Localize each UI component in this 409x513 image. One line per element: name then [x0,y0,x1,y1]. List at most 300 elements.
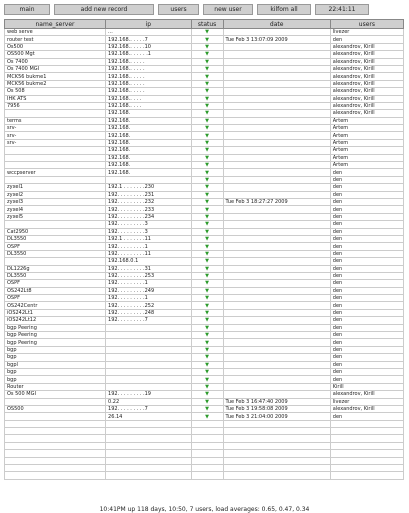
server-name-cell[interactable]: Os 500 MGI [5,391,106,398]
status-icon [191,435,223,442]
server-name-cell[interactable]: DL1226g [5,265,106,272]
users-cell: den [330,250,403,257]
date-cell [223,228,330,235]
users-cell: den [330,184,403,191]
status-icon: ▼ [191,221,223,228]
server-name-cell[interactable]: bgp [5,368,106,375]
server-name-cell[interactable]: web serve [5,29,106,36]
users-cell: alexandrov, Kirill [330,405,403,412]
ip-cell: 192. . . . . . . . .1 [106,243,192,250]
table-row[interactable] [5,272,404,279]
users-cell: den [330,354,403,361]
table-row[interactable] [5,58,404,65]
ip-cell: 192. . . . . . . . .248 [106,309,192,316]
table-row[interactable] [5,324,404,331]
status-icon: ▼ [191,398,223,405]
table-row[interactable] [5,472,404,479]
users-cell: den [330,235,403,242]
status-icon: ▼ [191,265,223,272]
status-icon: ▼ [191,295,223,302]
table-row[interactable] [5,221,404,228]
ip-cell: 192. . . . . . . . .7 [106,405,192,412]
server-name-cell[interactable]: iOS242Lt1 [5,309,106,316]
status-icon: ▼ [191,391,223,398]
server-name-cell[interactable]: srv- [5,125,106,132]
table-row[interactable] [5,102,404,109]
server-name-cell[interactable] [5,413,106,420]
users-cell: den [330,206,403,213]
users-cell: den [330,258,403,265]
date-cell [223,206,330,213]
status-icon: ▼ [191,405,223,412]
ip-cell [106,428,192,435]
server-name-cell[interactable] [5,258,106,265]
table-row[interactable] [5,176,404,183]
table-row[interactable] [5,132,404,139]
date-cell [223,450,330,457]
status-icon: ▼ [191,198,223,205]
ip-cell [106,383,192,390]
server-name-cell[interactable]: OS242Lt8 [5,287,106,294]
date-cell [223,383,330,390]
status-icon: ▼ [191,65,223,72]
table-row[interactable] [5,95,404,102]
ip-cell: 192.168.. . . . . .1 [106,51,192,58]
status-icon: ▼ [191,184,223,191]
users-cell [330,435,403,442]
status-icon: ▼ [191,58,223,65]
date-cell [223,88,330,95]
server-name-cell[interactable]: Os 7400 MGI [5,65,106,72]
status-icon: ▼ [191,147,223,154]
ip-cell: 192.168.. . . . . [106,88,192,95]
table-row[interactable] [5,265,404,272]
date-cell [223,95,330,102]
date-cell [223,176,330,183]
ip-cell: 192.168.. . . . .7 [106,36,192,43]
status-icon [191,450,223,457]
table-row[interactable] [5,280,404,287]
col-ip[interactable]: ip [106,20,192,29]
ip-cell [106,420,192,427]
server-name-cell[interactable]: Cat2950 [5,228,106,235]
ip-cell: ... [106,29,192,36]
server-name-cell[interactable]: OSPF [5,280,106,287]
status-icon: ▼ [191,332,223,339]
users-cell: den [330,221,403,228]
table-row[interactable] [5,117,404,124]
server-name-cell[interactable]: Os 508 [5,88,106,95]
server-name-cell[interactable]: MCK56 bukme1 [5,73,106,80]
users-cell: den [330,302,403,309]
table-row[interactable] [5,198,404,205]
table-row[interactable] [5,361,404,368]
ip-cell [106,368,192,375]
status-icon: ▼ [191,162,223,169]
ip-cell: 192.168. [106,169,192,176]
server-name-cell[interactable]: bgp [5,346,106,353]
table-row[interactable] [5,442,404,449]
ip-cell [106,346,192,353]
users-cell: alexandrov, Kirill [330,95,403,102]
server-name-cell[interactable] [5,472,106,479]
col-users[interactable]: users [330,20,403,29]
date-cell [223,346,330,353]
users-cell: den [330,339,403,346]
date-cell [223,265,330,272]
table-row[interactable] [5,354,404,361]
table-row[interactable] [5,73,404,80]
table-row[interactable] [5,80,404,87]
table-body [5,29,404,480]
status-icon: ▼ [191,413,223,420]
status-icon [191,420,223,427]
server-name-cell[interactable] [5,420,106,427]
server-name-cell[interactable] [5,110,106,117]
server-name-cell[interactable]: zyxel2 [5,191,106,198]
date-cell [223,139,330,146]
ip-cell: 192. . . . . . . . .11 [106,250,192,257]
ip-cell: 192. . . . . . . . .249 [106,287,192,294]
table-row[interactable] [5,435,404,442]
date-cell [223,272,330,279]
status-icon: ▼ [191,235,223,242]
server-name-cell[interactable]: DL3550 [5,250,106,257]
status-icon: ▼ [191,228,223,235]
server-name-cell[interactable] [5,442,106,449]
users-button[interactable]: users [158,4,199,15]
ip-cell: 192. . . . . . . . .3 [106,221,192,228]
server-name-cell[interactable]: Os 7400 [5,58,106,65]
date-cell [223,221,330,228]
status-icon: ▼ [191,73,223,80]
table-header-row [5,20,404,29]
table-row[interactable] [5,339,404,346]
date-cell [223,280,330,287]
table-row[interactable] [5,250,404,257]
server-name-cell[interactable]: iOS242Lt12 [5,317,106,324]
table-row[interactable] [5,465,404,472]
date-cell [223,162,330,169]
ip-cell: 192. . . . . . . . .232 [106,198,192,205]
status-icon [191,442,223,449]
server-name-cell[interactable]: OSPF [5,295,106,302]
server-name-cell[interactable]: bgp Peering [5,332,106,339]
table-row[interactable] [5,213,404,220]
server-name-cell[interactable] [5,450,106,457]
server-name-cell[interactable]: OSPF [5,243,106,250]
users-cell: den [330,280,403,287]
users-cell: alexandrov, Kirill [330,391,403,398]
ip-cell [106,324,192,331]
ip-cell: 192. . . . . . . . .234 [106,213,192,220]
users-cell: alexandrov, Kirill [330,80,403,87]
table-row[interactable] [5,376,404,383]
ip-cell: 192.1 . . . . . . .11 [106,235,192,242]
table-row[interactable] [5,332,404,339]
server-name-cell[interactable]: Os500 [5,43,106,50]
table-row[interactable] [5,184,404,191]
table-row[interactable] [5,413,404,420]
ip-cell [106,472,192,479]
table-row[interactable] [5,162,404,169]
server-name-cell[interactable]: bgp [5,376,106,383]
ip-cell: 192.168.. . . . . [106,73,192,80]
table-row[interactable] [5,317,404,324]
date-cell [223,125,330,132]
ip-cell: 192.1 . . . . . . .230 [106,184,192,191]
server-name-cell[interactable]: OS500 [5,405,106,412]
users-cell: den [330,361,403,368]
status-icon: ▼ [191,324,223,331]
table-row[interactable] [5,287,404,294]
users-cell: den [330,191,403,198]
users-cell [330,472,403,479]
date-cell [223,169,330,176]
users-cell: den [330,265,403,272]
server-name-cell[interactable]: srv- [5,132,106,139]
uptime-footer: 10:41PM up 118 days, 10:50, 7 users, load averages: 0.65, 0.47, 0.34 [99,505,310,513]
server-name-cell[interactable]: bgp Peering [5,339,106,346]
users-cell [330,442,403,449]
add-new-record-button[interactable]: add new record [54,4,154,15]
server-name-cell[interactable]: zyxel4 [5,206,106,213]
server-name-cell[interactable]: Router [5,383,106,390]
date-cell [223,147,330,154]
col-name-server[interactable]: name_server [5,20,106,29]
table-row[interactable] [5,295,404,302]
table-row[interactable] [5,368,404,375]
status-icon: ▼ [191,169,223,176]
table-row[interactable] [5,346,404,353]
status-icon: ▼ [191,354,223,361]
status-icon: ▼ [191,125,223,132]
server-name-cell[interactable] [5,457,106,464]
server-name-cell[interactable]: IHK ATS [5,95,106,102]
table-row[interactable] [5,420,404,427]
table-row[interactable] [5,235,404,242]
server-name-cell[interactable] [5,147,106,154]
date-cell [223,80,330,87]
server-name-cell[interactable]: DL3550 [5,235,106,242]
users-cell [330,428,403,435]
ip-cell: 192.168. [106,147,192,154]
date-cell: Tue Feb 3 19:58:08 2009 [223,405,330,412]
status-icon: ▼ [191,176,223,183]
table-row[interactable] [5,391,404,398]
ip-cell [106,354,192,361]
users-cell: alexandrov, Kirill [330,51,403,58]
clock-display: 22:41:11 [315,4,369,15]
server-name-cell[interactable]: OS242Centr [5,302,106,309]
table-row[interactable] [5,147,404,154]
status-icon: ▼ [191,88,223,95]
server-name-cell[interactable] [5,428,106,435]
date-cell [223,154,330,161]
date-cell [223,465,330,472]
server-name-cell[interactable]: bgp Peering [5,324,106,331]
date-cell [223,117,330,124]
table-row[interactable] [5,457,404,464]
ip-cell: 192.168. [106,162,192,169]
table-row[interactable] [5,125,404,132]
status-icon [191,465,223,472]
ip-cell: 192.168. [106,110,192,117]
users-cell: den [330,176,403,183]
server-name-cell[interactable] [5,162,106,169]
users-cell: den [330,324,403,331]
status-icon: ▼ [191,206,223,213]
status-icon: ▼ [191,132,223,139]
users-cell: Artem [330,154,403,161]
date-cell [223,472,330,479]
server-name-cell[interactable]: wccpserver [5,169,106,176]
table-row[interactable] [5,169,404,176]
server-name-cell[interactable] [5,176,106,183]
date-cell [223,295,330,302]
col-date[interactable]: date [223,20,330,29]
status-icon: ▼ [191,29,223,36]
table-row[interactable] [5,383,404,390]
date-cell [223,428,330,435]
date-cell [223,420,330,427]
servers-table [4,19,404,480]
status-icon: ▼ [191,383,223,390]
ip-cell: 192.168. [106,139,192,146]
table-row[interactable] [5,88,404,95]
ip-cell: 192. . . . . . . . .231 [106,191,192,198]
status-icon: ▼ [191,317,223,324]
server-name-cell[interactable]: OS500 Mgt [5,51,106,58]
status-icon [191,472,223,479]
ip-cell: 192.168.. . . . . [106,80,192,87]
table-row[interactable] [5,139,404,146]
table-row[interactable] [5,51,404,58]
status-icon: ▼ [191,346,223,353]
status-icon: ▼ [191,191,223,198]
table-row[interactable] [5,29,404,36]
date-cell [223,287,330,294]
date-cell [223,354,330,361]
ip-cell: 192.168.. . . . [106,95,192,102]
table-row[interactable] [5,43,404,50]
ip-cell [106,435,192,442]
table-row[interactable] [5,258,404,265]
server-name-cell[interactable]: bgpl [5,361,106,368]
status-icon: ▼ [191,51,223,58]
ip-cell [106,339,192,346]
ip-cell: 26.14 [106,413,192,420]
date-cell: Tue Feb 3 13:07:09 2009 [223,36,330,43]
table-row[interactable] [5,243,404,250]
date-cell [223,302,330,309]
server-name-cell[interactable]: bgp [5,354,106,361]
server-name-cell[interactable] [5,398,106,405]
users-cell [330,420,403,427]
status-icon: ▼ [191,361,223,368]
ip-cell: 192. . . . . . . . .252 [106,302,192,309]
server-name-cell[interactable]: srv- [5,139,106,146]
ip-cell: 192. . . . . . . . .1 [106,280,192,287]
ip-cell: 192. . . . . . . . .1 [106,295,192,302]
date-cell [223,435,330,442]
users-cell [330,450,403,457]
server-name-cell[interactable]: zyxel3 [5,198,106,205]
table-row[interactable] [5,154,404,161]
date-cell [223,368,330,375]
users-cell: den [330,228,403,235]
col-status[interactable]: status [191,20,223,29]
server-name-cell[interactable]: DL3550 [5,272,106,279]
table-row[interactable] [5,428,404,435]
new-user-button[interactable]: new user [203,4,253,15]
server-name-cell[interactable]: zyxel5 [5,213,106,220]
table-row[interactable] [5,302,404,309]
users-cell: livezer [330,398,403,405]
users-cell: den [330,332,403,339]
users-cell: den [330,376,403,383]
status-icon: ▼ [191,250,223,257]
table-row[interactable] [5,110,404,117]
users-cell: den [330,346,403,353]
date-cell [223,102,330,109]
table-row[interactable] [5,405,404,412]
users-cell: den [330,413,403,420]
status-icon [191,428,223,435]
date-cell [223,191,330,198]
server-name-cell[interactable] [5,465,106,472]
kill-all-button[interactable]: kilfom all [257,4,311,15]
server-name-cell[interactable] [5,154,106,161]
server-name-cell[interactable]: terms [5,117,106,124]
status-icon: ▼ [191,243,223,250]
users-cell: den [330,198,403,205]
ip-cell: 192. . . . . . . . .233 [106,206,192,213]
users-cell: den [330,36,403,43]
server-name-cell[interactable] [5,221,106,228]
ip-cell: 192.168.. . . . .10 [106,43,192,50]
table-row[interactable] [5,450,404,457]
server-name-cell[interactable]: MCK56 bukme2 [5,80,106,87]
table-row[interactable] [5,309,404,316]
main-button[interactable]: main [4,4,50,15]
ip-cell: 192. . . . . . . . .31 [106,265,192,272]
status-icon: ▼ [191,376,223,383]
date-cell [223,332,330,339]
ip-cell: 0.22 [106,398,192,405]
status-icon: ▼ [191,110,223,117]
users-cell: den [330,317,403,324]
table-row[interactable] [5,228,404,235]
server-name-cell[interactable]: router test [5,36,106,43]
server-name-cell[interactable] [5,435,106,442]
server-name-cell[interactable]: zyxel1 [5,184,106,191]
server-name-cell[interactable]: 7956 [5,102,106,109]
users-cell: livezer [330,29,403,36]
table-row[interactable] [5,206,404,213]
date-cell [223,361,330,368]
table-row[interactable] [5,65,404,72]
table-row[interactable] [5,36,404,43]
table-row[interactable] [5,398,404,405]
users-cell [330,457,403,464]
ip-cell [106,376,192,383]
table-row[interactable] [5,191,404,198]
date-cell [223,132,330,139]
users-cell [330,465,403,472]
status-icon: ▼ [191,154,223,161]
date-cell [223,29,330,36]
